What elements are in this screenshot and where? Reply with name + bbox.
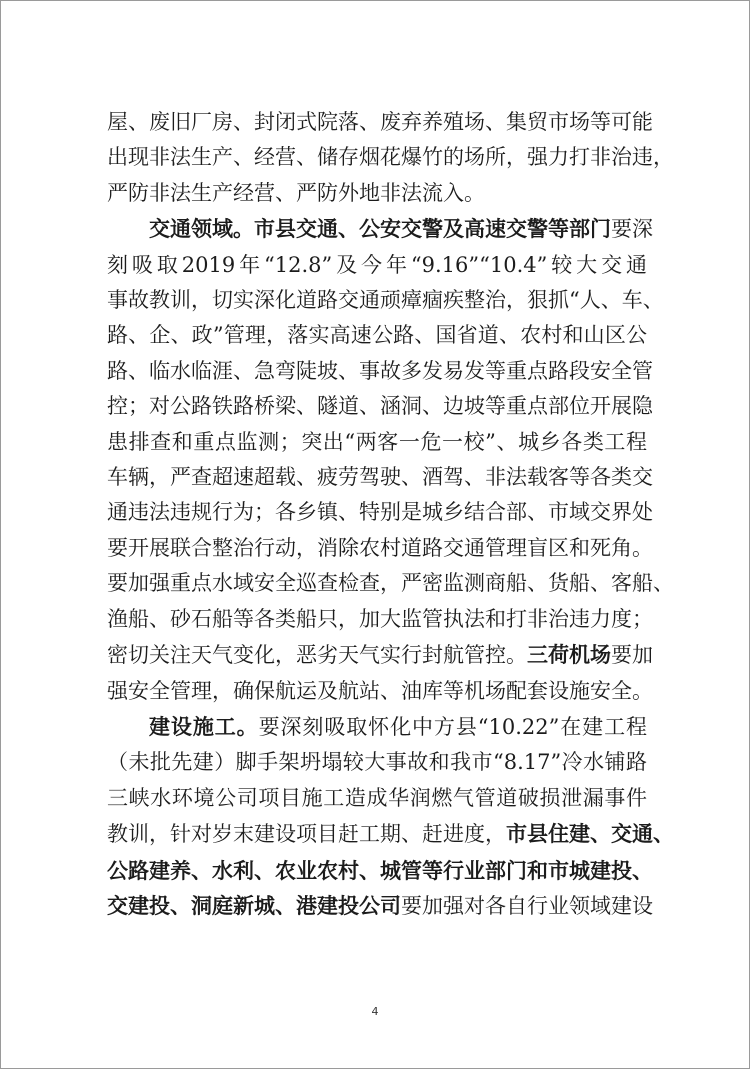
text-line: 三峡水环境公司项目施工造成华润燃气管道破损泄漏事件: [107, 785, 647, 810]
responsible-departments: 市县交通、公安交警及高速交警等部门: [254, 216, 611, 242]
text-line: 刻吸取2019年“12.8”及今年“9.16”“10.4”较大交通: [107, 252, 647, 277]
text-line: 要加强重点水域安全巡查检查，严密监测商船、货船、客船、: [107, 571, 674, 596]
text-line: 路、企、政”管理，落实高速公路、国省道、农村和山区公: [107, 323, 647, 348]
text-fragment: 要加: [611, 643, 653, 668]
text-line: 渔船、砂石船等各类船只，加大监管执法和打非治违力度；: [107, 606, 653, 631]
page-number: 4: [371, 1005, 379, 1018]
text-fragment: 密切关注天气变化，恶劣天气实行封航管控。: [107, 643, 527, 668]
text-line: （未批先建）脚手架坍塌较大事故和我市“8.17”冷水铺路: [107, 750, 647, 775]
text-fragment: 教训，针对岁末建设项目赶工期、赶进度，: [107, 822, 506, 847]
text-line: 出现非法生产、经营、储存烟花爆竹的场所，强力打非治违，: [107, 145, 674, 170]
text-line: [107, 816, 674, 852]
text-line: 要开展联合整治行动，消除农村道路交通管理盲区和死角。: [107, 535, 653, 560]
text-line: 患排查和重点监测；突出“两客一危一校”、城乡各类工程: [107, 429, 647, 454]
text-line: 控；对公路铁路桥梁、隧道、涵洞、边坡等重点部位开展隐: [107, 394, 653, 419]
text-line: 车辆，严查超速超载、疲劳驾驶、酒驾、非法载客等各类交: [107, 465, 653, 490]
text-line: 事故教训，切实深化道路交通顽瘴痼疾整治，狠抓“人、车、: [107, 288, 664, 313]
text-line: 屋、废旧厂房、封闭式院落、废弃养殖场、集贸市场等可能: [107, 110, 653, 134]
section-heading-construction: 建设施工。: [149, 713, 259, 739]
section-heading-line: [107, 211, 653, 247]
text-line: 严防非法生产经营、严防外地非法流入。: [107, 180, 485, 205]
text-fragment: 要深刻吸取怀化中方县“10.22”在建工程: [258, 714, 648, 739]
responsible-companies: 交建投、洞庭新城、港建投公司: [107, 892, 401, 918]
text-line: 强安全管理，确保航运及航站、油库等机场配套设施安全。: [107, 678, 653, 703]
text-line: 通违法违规行为；各乡镇、特别是城乡结合部、市域交界处: [107, 500, 653, 525]
text-line: [107, 888, 653, 924]
document-body: [107, 105, 674, 924]
responsible-departments-line: 公路建养、水利、农业农村、城管等行业部门和市城建投、: [107, 857, 653, 883]
text-fragment: 要深: [611, 217, 653, 242]
airport-name: 三荷机场: [527, 642, 611, 668]
responsible-departments: 市县住建、交通、: [506, 821, 674, 847]
text-fragment: 要加强对各自行业领域建设: [401, 893, 653, 918]
text-line: [107, 637, 653, 673]
section-heading-traffic: 交通领域。: [149, 216, 254, 242]
section-heading-line: [107, 709, 647, 745]
text-line: 路、临水临涯、急弯陡坡、事故多发易发等重点路段安全管: [107, 358, 653, 383]
